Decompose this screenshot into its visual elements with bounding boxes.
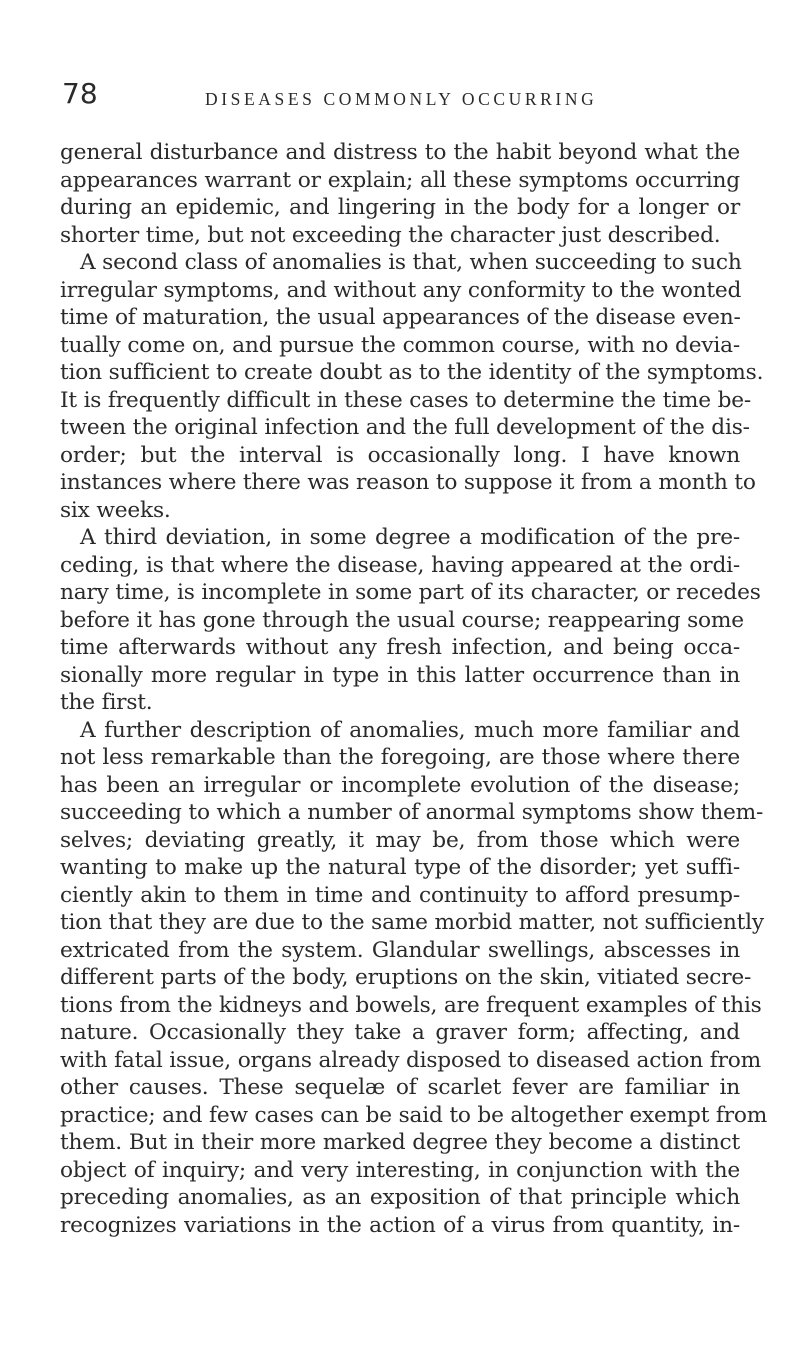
text-line: extricated from the system. Glandular swellings, abscesses in [60,937,740,963]
text-line: preceding anomalies, as an exposition of that principle which [60,1185,740,1210]
text-line: with fatal issue, organs already disposed to diseased action from [60,1047,761,1073]
text-line: different parts of the body, eruptions on the skin, vitiated secre- [60,965,752,990]
text-line: wanting to make up the natural type of the disorder; yet suffi- [60,855,740,880]
text-line: selves; deviating greatly, it may be, from those which were [60,827,740,853]
text-line: succeeding to which a number of anormal symptoms show them- [60,800,764,825]
text-line: tion sufficient to create doubt as to the identity of the symptoms. [60,360,764,385]
text-line: has been an irregular or incomplete evolution of the disease; [60,772,740,798]
text-line: time of maturation, the usual appearances of the disease even- [60,305,741,330]
text-line: other causes. These sequelæ of scarlet fever are familiar in [60,1075,740,1100]
text-line: shorter time, but not exceeding the character just described. [60,222,721,248]
text-line: sionally more regular in type in this latter occurrence than in [60,662,740,688]
text-line: nature. Occasionally they take a graver form; affecting, and [60,1020,740,1045]
text-line: nary time, is incomplete in some part of its character, or recedes [60,580,761,605]
text-line: not less remarkable than the foregoing, are those where there [60,745,740,770]
paragraph-start-line: A further description of anomalies, much more familiar and [80,717,740,743]
body-text [60,139,768,1239]
page-number: 78 [62,77,98,110]
text-line: practice; and few cases can be said to be altogether exempt from [60,1102,768,1128]
text-line: ciently akin to them in time and continuity to afford presump- [60,882,740,908]
text-line: during an epidemic, and lingering in the body for a longer or [60,195,740,220]
text-line: object of inquiry; and very interesting, in conjunction with the [60,1157,740,1183]
text-line: order; but the interval is occasionally long. I have known [60,442,740,468]
running-head [60,78,740,114]
text-line: six weeks. [60,497,171,523]
text-line: appearances warrant or explain; all these symptoms occurring [60,167,740,193]
text-line: irregular symptoms, and without any conformity to the wonted [60,277,742,303]
paragraph-start-line: A third deviation, in some degree a modification of the pre- [80,525,740,550]
text-line: recognizes variations in the action of a virus from quantity, in- [60,1212,740,1238]
paragraph-start-line: A second class of anomalies is that, when succeeding to such [80,250,742,275]
text-line: tion that they are due to the same morbid matter, not sufficiently [60,910,764,935]
text-line: the first. [60,690,153,715]
text-line: tween the original infection and the full development of the dis- [60,415,750,440]
text-line: time afterwards without any fresh infection, and being occa- [60,635,740,660]
text-line: tions from the kidneys and bowels, are frequent examples of this [60,992,762,1018]
text-line: before it has gone through the usual course; reappearing some [60,607,744,633]
text-line: general disturbance and distress to the habit beyond what the [60,140,740,165]
text-line: them. But in their more marked degree they become a distinct [60,1130,740,1155]
running-title: DISEASES COMMONLY OCCURRING [205,89,598,109]
text-line: tually come on, and pursue the common course, with no devia- [60,332,740,358]
text-line: ceding, is that where the disease, having appeared at the ordi- [60,552,740,578]
text-line: It is frequently difficult in these cases to determine the time be- [60,387,752,413]
text-line: instances where there was reason to suppose it from a month to [60,470,756,495]
